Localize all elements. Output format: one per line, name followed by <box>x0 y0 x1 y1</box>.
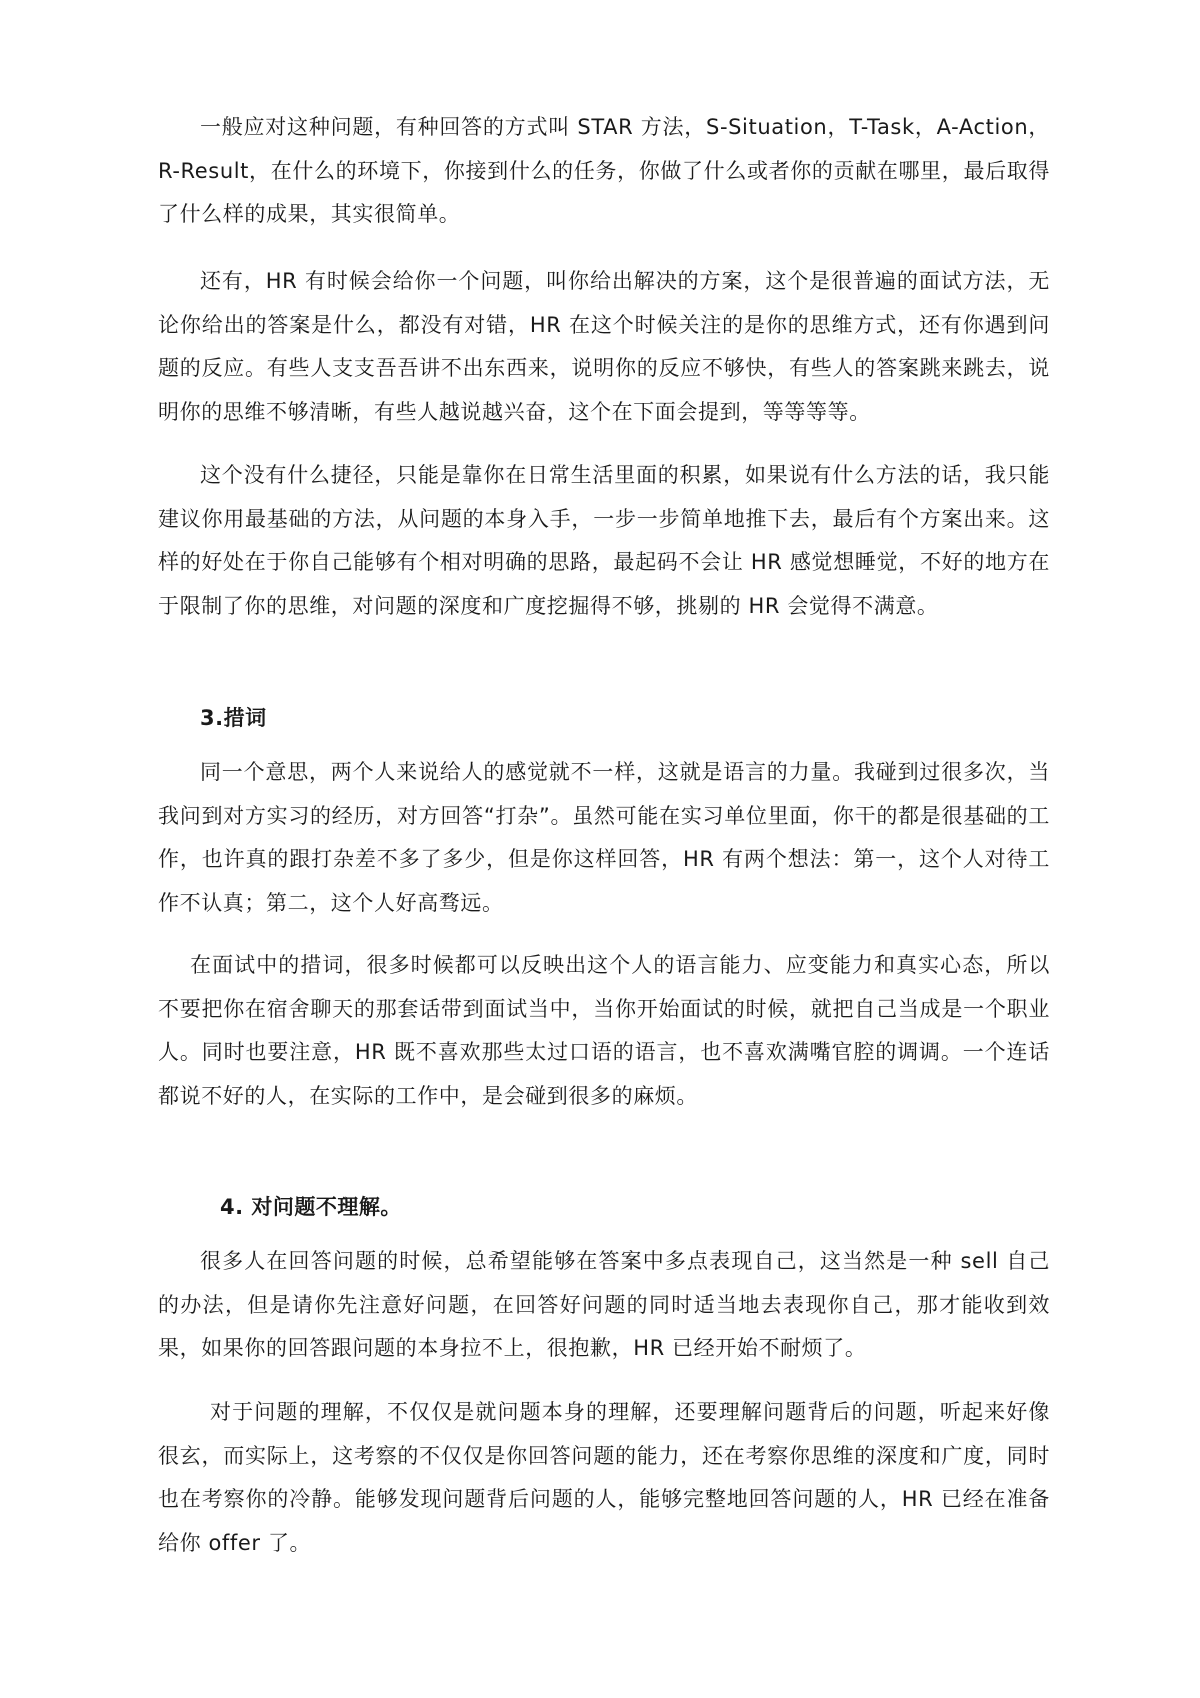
paragraph-interview-wording: 在面试中的措词，很多时候都可以反映出这个人的语言能力、应变能力和真实心态，所以不要把你在宿舍聊天的那套话带到面试当中，当你开始面试的时候，就把自己当成是一个职业人。同时也要注意，HR 既不喜欢那些太过口语的语言，也不喜欢满嘴官腔的调调。一个连话都说不好的人，在实际的工作中，是会碰到很多的麻烦。 <box>158 953 1050 1108</box>
paragraph-understanding-question: 对于问题的理解，不仅仅是就问题本身的理解，还要理解问题背后的问题，听起来好像很玄，而实际上，这考察的不仅仅是你回答问题的能力，还在考察你思维的深度和广度，同时也在考察你的冷静。能够发现问题背后问题的人，能够完整地回答问题的人，HR 已经在准备给你 offer 了。 <box>158 1400 1050 1555</box>
paragraph-star-method: 一般应对这种问题，有种回答的方式叫 STAR 方法，S-Situation，T-Task，A-Action，R-Result，在什么的环境下，你接到什么的任务，你做了什么或者你的贡献在哪里，最后取得了什么样的成果，其实很简单。 <box>158 115 1050 226</box>
section-heading-wording: 3.措词 <box>200 706 267 730</box>
paragraph-no-shortcut: 这个没有什么捷径，只能是靠你在日常生活里面的积累，如果说有什么方法的话，我只能建议你用最基础的方法，从问题的本身入手，一步一步简单地推下去，最后有个方案出来。这样的好处在于你自己能够有个相对明确的思路，最起码不会让 HR 感觉想睡觉，不好的地方在于限制了你的思维，对问题的深度和广度挖掘得不够，挑剔的 HR 会觉得不满意。 <box>158 463 1050 618</box>
section-heading-misunderstanding: 4. 对问题不理解。 <box>220 1195 402 1219</box>
paragraph-language-power: 同一个意思，两个人来说给人的感觉就不一样，这就是语言的力量。我碰到过很多次，当我问到对方实习的经历，对方回答“打杂”。虽然可能在实习单位里面，你干的都是很基础的工作，也许真的跟打杂差不多了多少，但是你这样回答，HR 有两个想法：第一，这个人对待工作不认真；第二，这个人好高骛远。 <box>158 760 1050 915</box>
paragraph-hr-problem-solving: 还有，HR 有时候会给你一个问题，叫你给出解决的方案，这个是很普遍的面试方法，无论你给出的答案是什么，都没有对错，HR 在这个时候关注的是你的思维方式，还有你遇到问题的反应。有些人支支吾吾讲不出东西来，说明你的反应不够快，有些人的答案跳来跳去，说明你的思维不够清晰，有些人越说越兴奋，这个在下面会提到，等等等等。 <box>158 269 1050 424</box>
paragraph-sell-yourself: 很多人在回答问题的时候，总希望能够在答案中多点表现自己，这当然是一种 sell 自己的办法，但是请你先注意好问题，在回答好问题的同时适当地去表现你自己，那才能收到效果，如果你的回答跟问题的本身拉不上，很抱歉，HR 已经开始不耐烦了。 <box>158 1249 1050 1360</box>
